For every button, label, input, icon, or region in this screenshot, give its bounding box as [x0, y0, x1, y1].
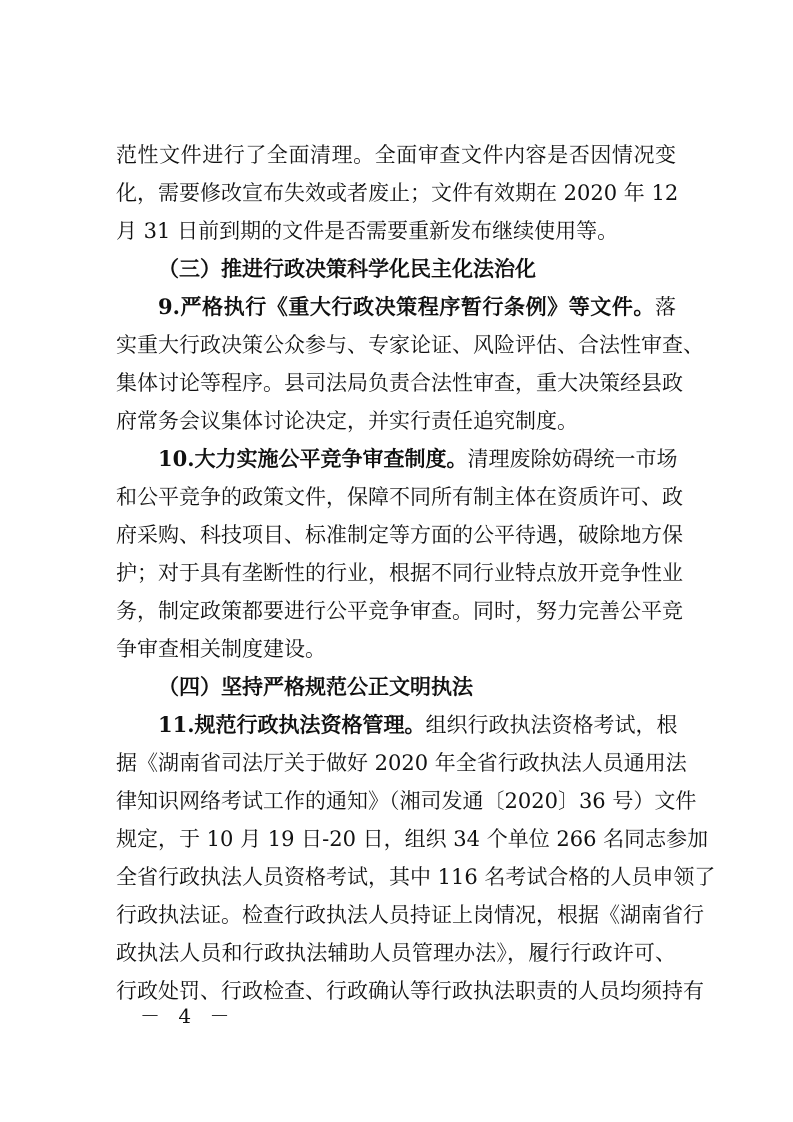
text-line: 护；对于具有垄断性的行业，根据不同行业特点放开竞争性业 [116, 561, 683, 585]
text-line: 化，需要修改宣布失效或者废止；文件有效期在 2020 年 12 [116, 181, 679, 205]
text-line: 范性文件进行了全面清理。全面审查文件内容是否因情况变 [116, 143, 676, 167]
paragraph-9-text: 落 [655, 295, 676, 319]
text-line: 规定，于 10 月 19 日-20 日，组织 34 个单位 266 名同志参加 [116, 827, 709, 851]
text-line: 政执法人员和行政执法辅助人员管理办法》，履行行政许可、 [116, 941, 676, 965]
body-text [116, 136, 716, 1010]
paragraph-9-title: 9.严格执行《重大行政决策程序暂行条例》等文件。 [158, 294, 655, 319]
text-line: 争审查相关制度建设。 [116, 637, 326, 661]
text-line: 务，制定政策都要进行公平竞争审查。同时，努力完善公平竞 [116, 599, 683, 623]
text-line: 据《湖南省司法厅关于做好 2020 年全省行政执法人员通用法 [116, 751, 687, 775]
text-line: 府采购、科技项目、标准制定等方面的公平待遇，破除地方保 [116, 523, 683, 547]
text-line: 集体讨论等程序。县司法局负责合法性审查，重大决策经县政 [116, 371, 683, 395]
text-line: 律知识网络考试工作的通知》（湘司发通〔2020〕36 号）文件 [116, 789, 697, 813]
text-line: 全省行政执法人员资格考试，其中 116 名考试合格的人员申领了 [116, 865, 716, 889]
paragraph-11-title: 11.规范行政执法资格管理。 [158, 712, 426, 737]
text-line: 实重大行政决策公众参与、专家论证、风险评估、合法性审查、 [116, 333, 704, 357]
paragraph-11-text: 组织行政执法资格考试，根 [425, 713, 678, 737]
page-number: － 4 － [140, 1004, 236, 1028]
paragraph-10-text: 清理废除妨碍统一市场 [467, 447, 678, 471]
paragraph-11-first-line [116, 706, 676, 744]
text-line: 府常务会议集体讨论决定，并实行责任追究制度。 [116, 409, 578, 433]
text-line: 行政处罚、行政检查、行政确认等行政执法职责的人员均须持有 [116, 979, 704, 1003]
paragraph-10-first-line [116, 440, 676, 478]
paragraph-9-first-line [116, 288, 676, 326]
text-line: 月 31 日前到期的文件是否需要重新发布继续使用等。 [116, 219, 619, 243]
paragraph-10-title: 10.大力实施公平竞争审查制度。 [158, 446, 468, 471]
section-heading-4: （四）坚持严格规范公正文明执法 [158, 674, 473, 699]
text-line: 和公平竞争的政策文件，保障不同所有制主体在资质许可、政 [116, 485, 683, 509]
text-line: 行政执法证。检查行政执法人员持证上岗情况，根据《湖南省行 [116, 903, 704, 927]
section-heading-3: （三）推进行政决策科学化民主化法治化 [158, 256, 536, 281]
